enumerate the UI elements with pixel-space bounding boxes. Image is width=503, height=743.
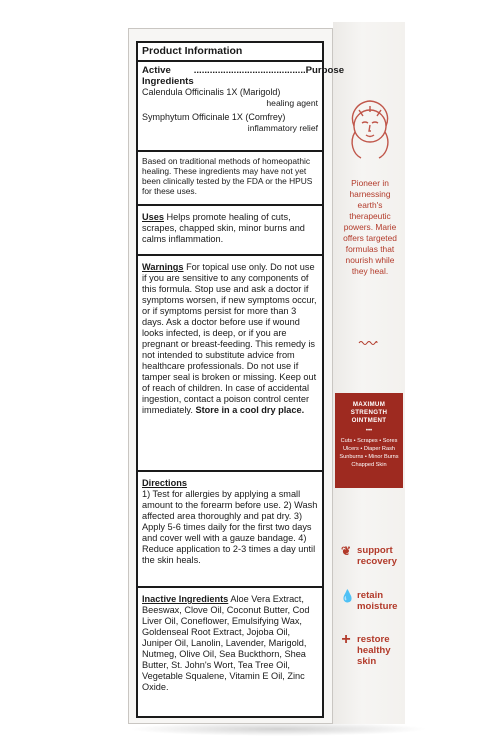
ingredient-name: Symphytum Officinale 1X (Comfrey): [142, 112, 286, 122]
directions-section: [138, 472, 322, 588]
ingredient-name: Calendula Officinalis 1X (Marigold): [142, 87, 281, 97]
warnings-text: For topical use only. Do not use if you are sensitive to any components of this formula. Stop use and ask a doctor if symptoms worsen, if new symptoms occur, or if symptoms persist for more than 3 days. Ask a doctor before use if wound looks infected, is deep, or if you are pregnant or breast-feeding. This remedy is not intended to substitute advice from healthcare professionals. Do not use if tamper seal is broken or missing. Keep out of reach of children. In case of accidental ingestion, contact a poison control center immediately.: [142, 262, 317, 415]
uses-section: [138, 206, 322, 256]
benefit-restore-healthy-skin: [340, 631, 409, 667]
inactive-ingredients-label: Inactive Ingredients: [142, 594, 229, 604]
purpose-label: Purpose: [305, 65, 345, 76]
divider-squiggle-icon: [358, 340, 378, 346]
storage-note: Store in a cool dry place.: [195, 405, 305, 415]
benefit-support-recovery: [340, 545, 403, 567]
warnings-label: Warnings: [142, 262, 184, 272]
inactive-ingredients-section: [138, 588, 322, 696]
drop-icon: 💧: [340, 589, 355, 603]
maximum-strength-label-box: [335, 393, 403, 488]
benefit-label: restore healthy skin: [357, 634, 391, 667]
directions-label: Directions: [142, 478, 187, 488]
brand-tagline: Pioneer in harnessing earth's therapeutic powers. Marie offers targeted formulas that nourish while they heal.: [343, 178, 397, 276]
active-ingredients-section: [138, 62, 345, 152]
active-ingredients-label: Active Ingredients: [142, 65, 194, 87]
goddess-logo-icon: [343, 96, 397, 166]
ingredient-purpose: inflammatory relief: [247, 123, 318, 133]
benefit-retain-moisture: [340, 590, 403, 612]
uses-label: Uses: [142, 212, 164, 222]
benefit-label: retain moisture: [357, 590, 398, 612]
homeopathic-disclaimer: Based on traditional methods of homeopathic healing. These ingredients may have not yet been clinically tested by the FDA or the HPUS for these uses.: [138, 152, 322, 206]
product-information-panel: [136, 41, 345, 718]
uses-text: Helps promote healing of cuts, scrapes, chapped skin, minor burns and calms inflammation.: [142, 212, 305, 244]
plus-icon: +: [341, 631, 351, 648]
product-information-title: Product Information: [138, 43, 322, 62]
box-shadow: [128, 722, 428, 736]
active-ingredients-header: [142, 65, 345, 87]
ointment-strength-title: MAXIMUM STRENGTH OINTMENT: [350, 401, 388, 424]
directions-text: 1) Test for allergies by applying a small amount to the forearm before use. 2) Wash affected area thoroughly and pat dry. 3) Apply 5-6 times daily for the first two days and cover well with a gauze bandage. 4) Reduce application to 2-3 times a day until the skin heals.: [142, 489, 318, 565]
warnings-section: [138, 256, 322, 472]
dot-leader: ..........................................: [193, 65, 306, 76]
inactive-ingredients-text: Aloe Vera Extract, Beeswax, Clove Oil, Coconut Butter, Cod Liver Oil, Coneflower, Emulsifying Wax, Goldenseal Root Extract, Jojoba Oil, Juniper Oil, Lanolin, Lavender, Marigold, Nutmeg, Olive Oil, Sea Buckthorn, Shea Butter, St. John's Wort, Tea Tree Oil, Vegetable Squalene, Vitamin E Oil, Zinc Oxide.: [142, 594, 310, 692]
benefit-label: support recovery: [357, 545, 398, 567]
box-divider: •••: [365, 428, 373, 434]
ingredient-purpose: healing agent: [266, 98, 318, 108]
leaf-icon: ❦: [340, 544, 352, 558]
ointment-uses-list: Cuts • Scrapes • Sores Ulcers • Diaper Rash Sunburns • Minor Burns Chapped Skin: [339, 438, 399, 468]
